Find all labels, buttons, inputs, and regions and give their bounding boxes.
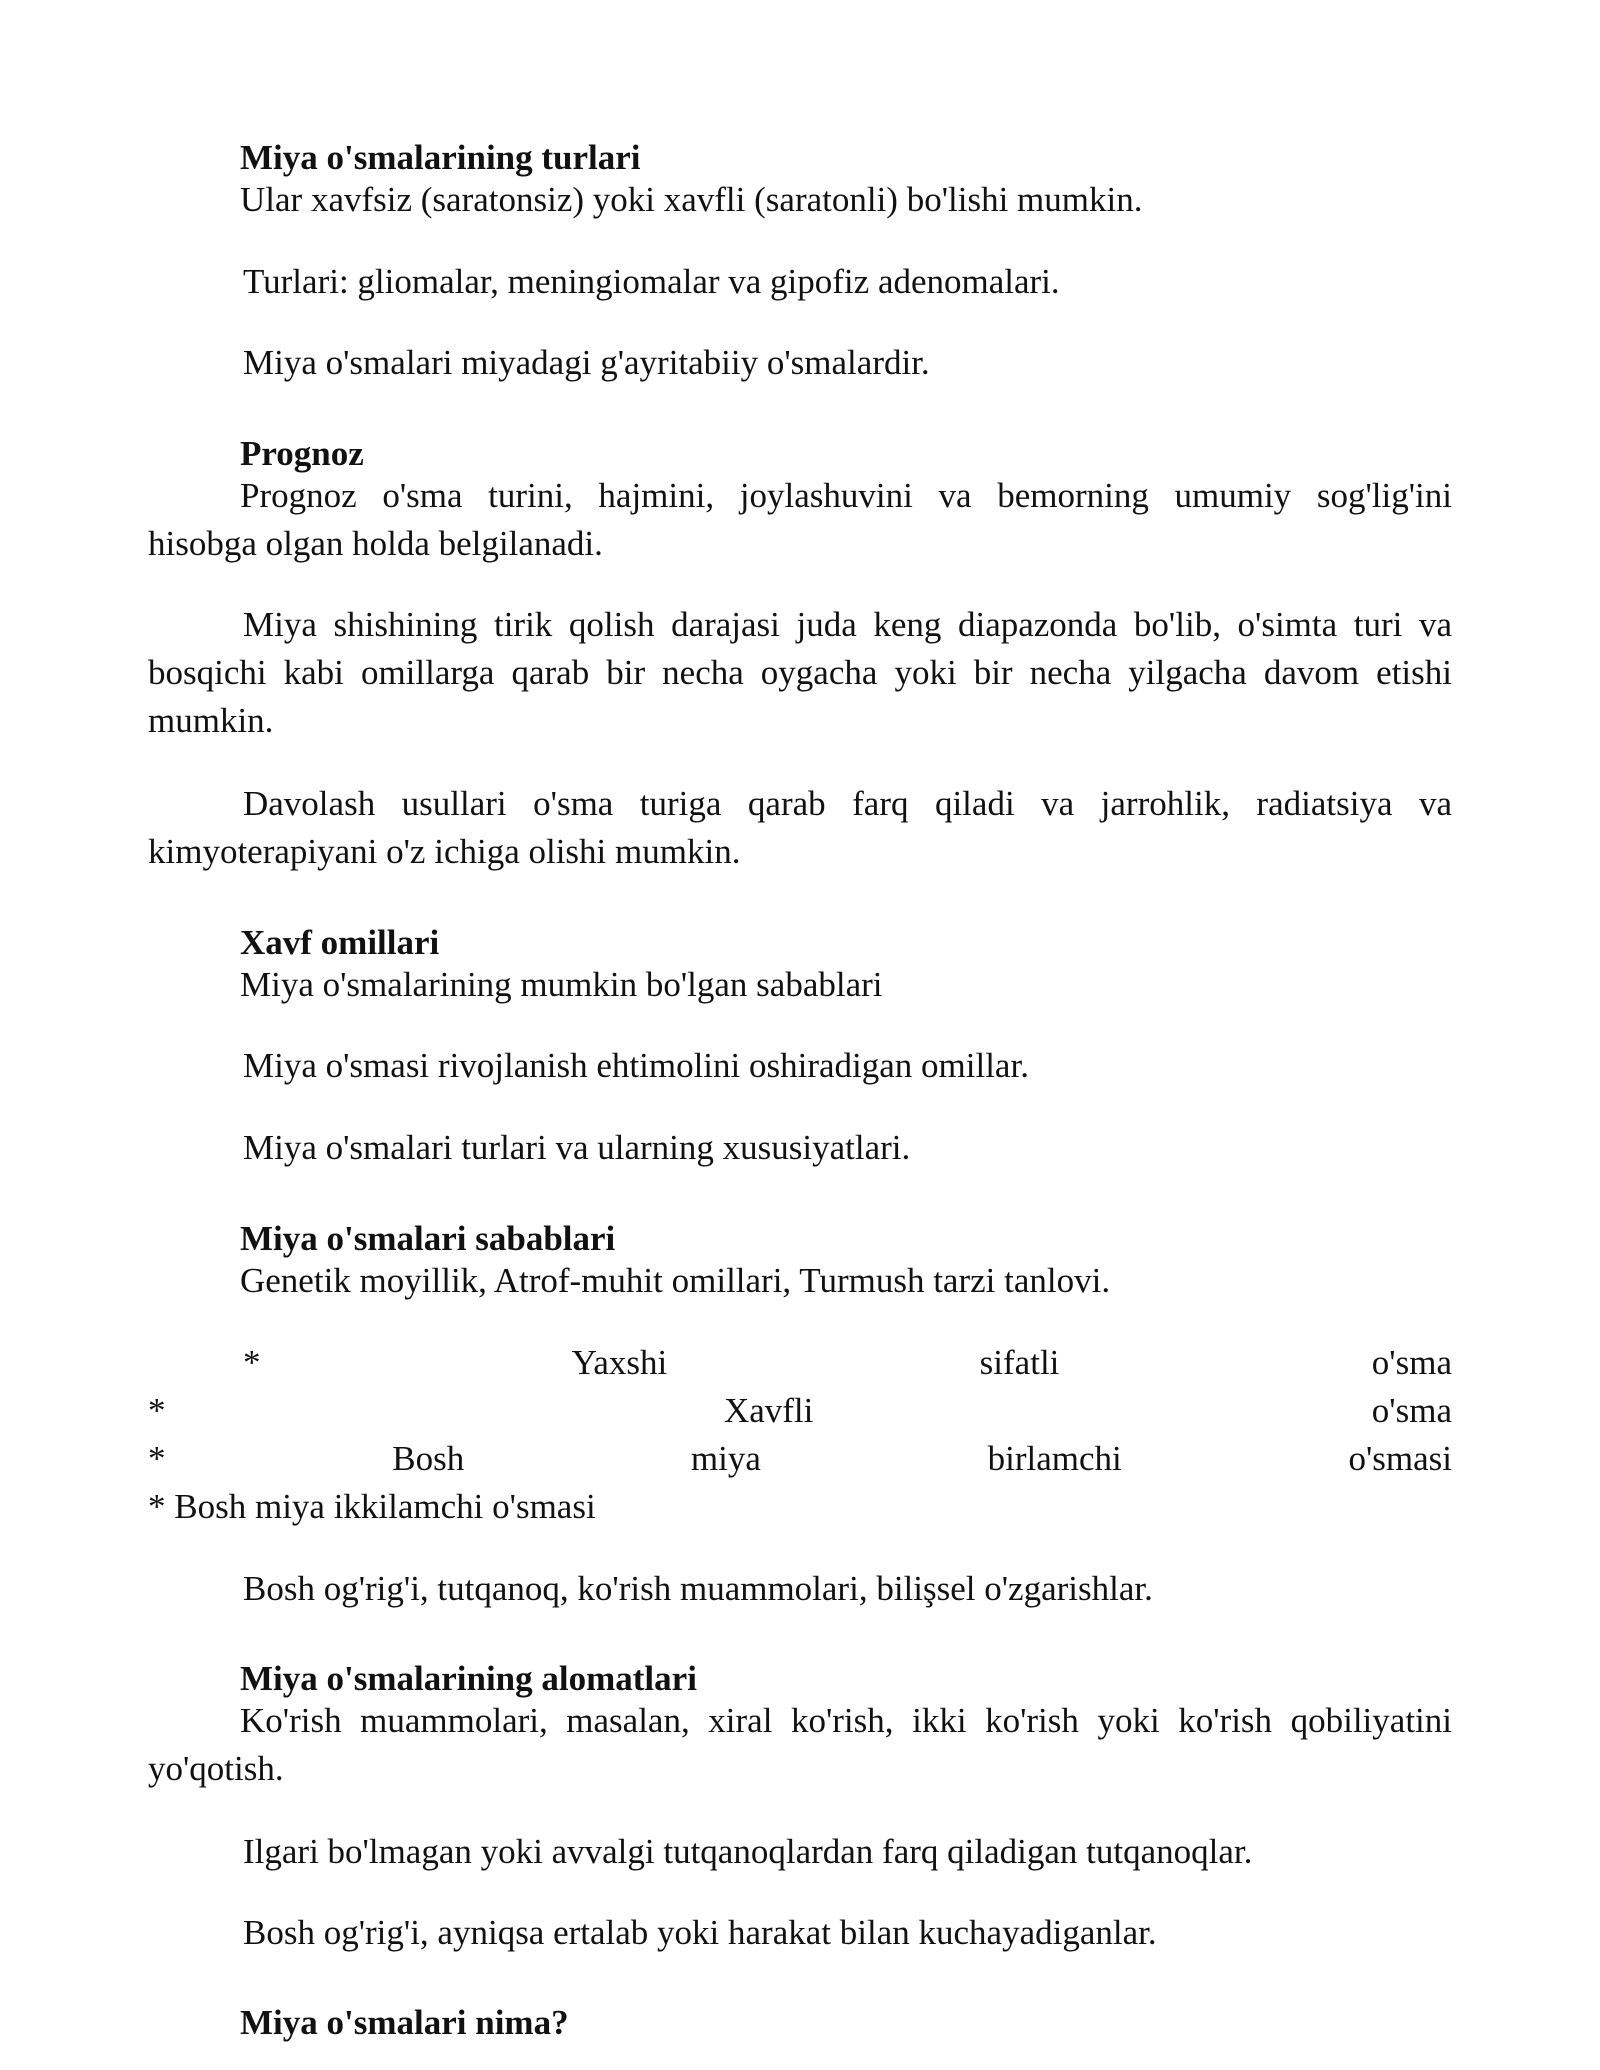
section-heading-symptoms: Miya o'smalarining alomatlari: [240, 1659, 697, 1698]
paragraph-line: Ilgari bo'lmagan yoki avvalgi tutqanoqlardan farq qiladigan tutqanoqlar.: [243, 1832, 1253, 1871]
list-item: * Yaxshi sifatli o'sma: [243, 1343, 1452, 1382]
paragraph-line: Genetik moyillik, Atrof-muhit omillari, Turmush tarzi tanlovi.: [240, 1261, 1111, 1300]
section-heading-what-are: Miya o'smalari nima?: [240, 2003, 569, 2042]
section-heading-prognosis: Prognoz: [240, 434, 364, 473]
paragraph-line: Miya o'smalarining mumkin bo'lgan sabablari: [240, 965, 883, 1004]
paragraph-line: hisobga olgan holda belgilanadi.: [148, 524, 603, 563]
paragraph-line: Prognoz o'sma turini, hajmini, joylashuvini va bemorning umumiy sog'lig'ini: [240, 476, 1452, 515]
section-heading-causes: Miya o'smalari sabablari: [240, 1219, 616, 1258]
list-item: * Bosh miya birlamchi o'smasi: [148, 1439, 1452, 1478]
paragraph-line: Bosh og'rig'i, ayniqsa ertalab yoki harakat bilan kuchayadiganlar.: [243, 1913, 1157, 1952]
paragraph-line: Miya o'smasi rivojlanish ehtimolini oshiradigan omillar.: [243, 1046, 1029, 1085]
section-heading-risk-factors: Xavf omillari: [240, 923, 440, 962]
paragraph-line: Ular xavfsiz (saratonsiz) yoki xavfli (saratonli) bo'lishi mumkin.: [240, 180, 1143, 219]
paragraph-line: Turlari: gliomalar, meningiomalar va gipofiz adenomalari.: [243, 262, 1060, 301]
paragraph-line: kimyoterapiyani o'z ichiga olishi mumkin.: [148, 832, 741, 871]
paragraph-line: Ko'rish muammolari, masalan, xiral ko'rish, ikki ko'rish yoki ko'rish qobiliyatini: [240, 1701, 1452, 1740]
paragraph-line: bosqichi kabi omillarga qarab bir necha oygacha yoki bir necha yilgacha davom etishi: [148, 653, 1452, 692]
section-heading-types: Miya o'smalarining turlari: [240, 138, 641, 177]
paragraph-line: mumkin.: [148, 701, 274, 740]
paragraph-line: Miya shishining tirik qolish darajasi juda keng diapazonda bo'lib, o'simta turi va: [243, 605, 1452, 644]
list-item: * Bosh miya ikkilamchi o'smasi: [148, 1487, 596, 1526]
paragraph-line: Davolash usullari o'sma turiga qarab farq qiladi va jarrohlik, radiatsiya va: [243, 784, 1452, 823]
paragraph-line: Miya o'smalari miyadagi g'ayritabiiy o'smalardir.: [243, 343, 930, 382]
paragraph-line: yo'qotish.: [148, 1749, 284, 1788]
paragraph-line: Miya o'smalari turlari va ularning xususiyatlari.: [243, 1128, 911, 1167]
list-item: * Xavfli o'sma: [148, 1391, 1452, 1430]
paragraph-line: Bosh og'rig'i, tutqanoq, ko'rish muammolari, bilişsel o'zgarishlar.: [243, 1569, 1153, 1608]
